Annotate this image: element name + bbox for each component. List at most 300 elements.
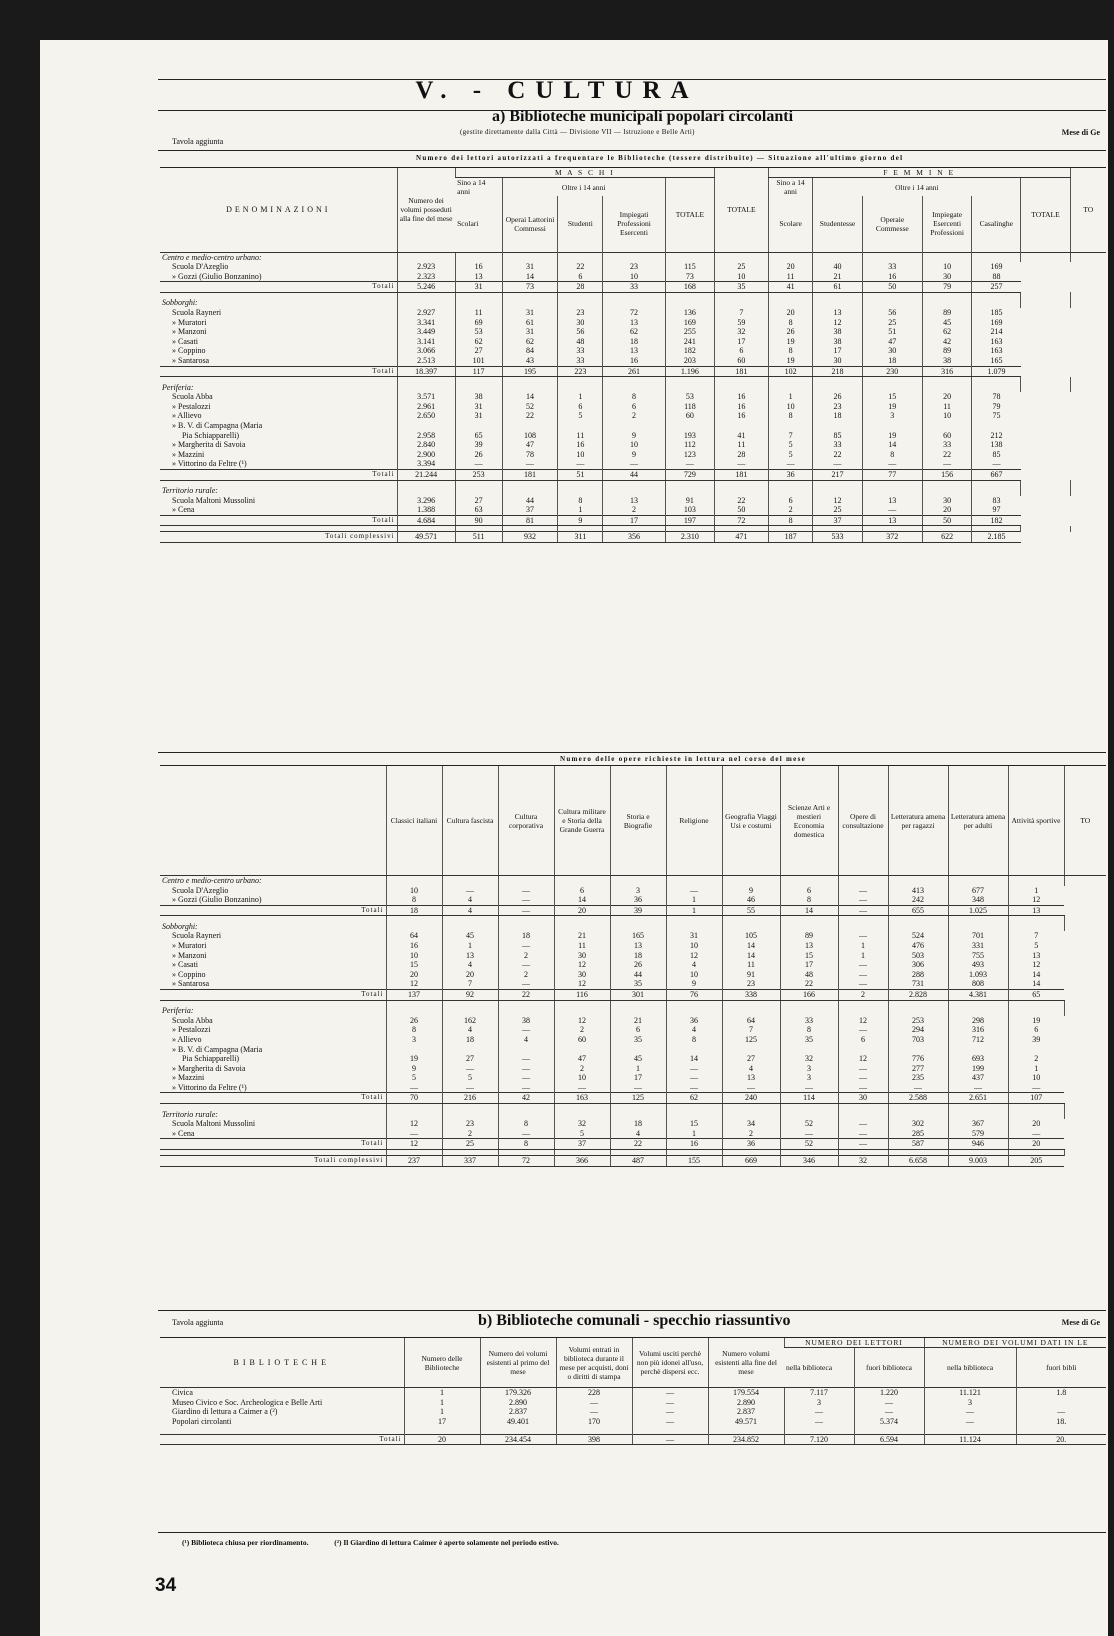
empty-cell [838,876,888,886]
spacer-cell [784,1426,854,1434]
table-cell [768,421,813,431]
total-cell: 398 [556,1434,632,1445]
table-row [160,327,1106,337]
empty-cell [665,252,714,262]
spacer-cell [632,1426,708,1434]
total-cell: 195 [502,366,558,377]
table-cell: 27 [455,496,502,506]
table-row [160,1129,1106,1139]
table-cell: 2 [554,1064,610,1074]
table-cell: 19 [768,356,813,366]
empty-cell [397,383,455,393]
table-cell: 6 [768,496,813,506]
table-cell: 7 [1008,931,1064,941]
table-cell: 493 [948,960,1008,970]
total-cell: 51 [558,469,603,480]
spacer-row [160,1426,1106,1434]
table-cell: 108 [502,431,558,441]
table-cell: 52 [502,402,558,412]
table-cell: 14 [1008,970,1064,980]
table-cell: 193 [665,431,714,441]
table-cell: 61 [502,318,558,328]
table-cell: 20 [442,970,498,980]
table-cell: — [1008,1129,1064,1139]
total-cell: 30 [838,1093,888,1104]
row-label: Giardino di lettura a Caimer a (²) [172,1407,278,1417]
table-cell: 10 [558,450,603,460]
hdr-opere-col: Attività sportive [1008,766,1064,876]
table-cell: 8 [666,1035,722,1045]
empty-cell [1070,252,1106,262]
table-cell: 4 [498,1035,554,1045]
empty-cell [1021,252,1070,262]
table-cell: 48 [780,970,838,980]
table-cell: 9 [603,431,666,441]
empty-cell [666,876,722,886]
hdr-sino-f: Sino a 14 anni [768,178,813,197]
table-cell: 2 [603,505,666,515]
total-cell: 301 [610,990,666,1001]
table-cell: 242 [888,895,948,905]
group-name: Centro e medio-centro urbano: [162,876,262,885]
table-row [160,960,1106,970]
group-name: Periferia: [162,382,194,392]
table-cell [554,1045,610,1055]
total-cell: 81 [502,515,558,526]
spacer-cell [480,1426,556,1434]
table-cell: 43 [502,356,558,366]
table-cell: 28 [715,450,769,460]
row-label: Popolari circolanti [172,1416,232,1426]
table-cell: — [838,1129,888,1139]
part-a-tavola: Tavola aggiunta [172,137,224,146]
total-cell: 50 [922,515,971,526]
empty-cell [1070,486,1106,496]
table-cell: 10 [603,272,666,282]
hdr-opere-col: Cultura militare e Storia della Grande Guerra [554,766,610,876]
table-cell: 1 [404,1398,480,1408]
table-cell: 22 [780,979,838,989]
table-cell: 179.326 [480,1388,556,1398]
empty-cell [780,922,838,932]
table-cell: — [498,886,554,896]
table-cell: 30 [813,356,862,366]
table-cell: 38 [498,1016,554,1026]
table-cell: 13 [813,308,862,318]
table-cell [442,1045,498,1055]
table-cell: 285 [888,1129,948,1139]
table-cell: 44 [610,970,666,980]
empty-cell [972,486,1021,496]
part-a-mese: Mese di Ge [1061,128,1100,137]
empty-cell [442,876,498,886]
spacer-cell [924,1426,1016,1434]
empty-cell [455,252,502,262]
empty-cell [397,252,455,262]
table-row [160,392,1106,402]
hdr-totale-gen: TO [1070,168,1106,253]
hdr-impiegate: Impiegate Esercenti Professioni [922,196,971,252]
table-cell: 165 [972,356,1021,366]
table-cell: — [1008,1083,1064,1093]
table-cell: — [632,1417,708,1427]
hdr-opere-col: Scienze Arti e mestieri Economia domestica [780,766,838,876]
total-cell: 6.594 [854,1434,924,1445]
table-row [160,931,1106,941]
total-cell: 72 [715,515,769,526]
total-cell: 76 [666,990,722,1001]
empty-cell [610,1006,666,1016]
table-cell: 25 [813,505,862,515]
table-cell: — [666,1083,722,1093]
empty-cell [665,486,714,496]
table-cell: 701 [948,931,1008,941]
table-cell: 138 [972,440,1021,450]
total-cell: 1.025 [948,905,1008,916]
total-cell: 655 [888,905,948,916]
table-row [160,421,1106,431]
group-header-row [160,298,1106,308]
table-cell: 12 [554,979,610,989]
group-name: Centro e medio-centro urbano: [162,252,262,262]
table-cell: 348 [948,895,1008,905]
empty-cell [780,876,838,886]
table-cell: 1 [838,941,888,951]
table-cell: — [498,895,554,905]
hdr-fuori2: fuori bibli [1016,1348,1106,1388]
total-cell: 125 [610,1093,666,1104]
row-label: » Margherita di Savoia [172,440,246,450]
table-cell: 15 [780,951,838,961]
table-cell [813,421,862,431]
table-cell: 712 [948,1035,1008,1045]
table-cell: — [838,1025,888,1035]
table-cell: 12 [1008,895,1064,905]
row-label: » Allievo [172,411,202,421]
row-label: » Gozzi (Giulio Bonzanino) [172,271,262,281]
table-cell: 1 [610,1064,666,1074]
table-cell: — [665,459,714,469]
table-cell: 112 [665,440,714,450]
total-cell: 2.588 [888,1093,948,1104]
table-cell: — [838,1064,888,1074]
table-cell: 21 [554,931,610,941]
empty-cell [768,486,813,496]
empty-cell [554,1006,610,1016]
hdr-volumi-usciti: Volumi usciti perchè non più idonei all'uso, perchè dispersi ecc. [632,1338,708,1388]
table-cell: — [780,1129,838,1139]
grand-total-cell: 237 [386,1155,442,1166]
table-cell: — [498,1025,554,1035]
table-cell: 3.394 [397,459,455,469]
table-cell [502,421,558,431]
grand-total-cell: 187 [768,532,813,543]
table-cell: 45 [442,931,498,941]
table-cell: — [1016,1407,1106,1417]
total-cell: 20 [1008,1139,1064,1150]
empty-cell [1070,383,1106,393]
empty-cell [862,383,922,393]
table-cell: 136 [665,308,714,318]
empty-cell [948,876,1008,886]
table-cell: 17 [715,337,769,347]
table-cell: — [838,979,888,989]
row-label: » Pestalozzi [172,401,211,411]
empty-cell [948,1110,1008,1120]
table-cell: 33 [813,440,862,450]
table-row [160,1064,1106,1074]
table-cell: 731 [888,979,948,989]
empty-cell [442,1006,498,1016]
table-cell: 4 [666,1025,722,1035]
hdr-volumi-dati: NUMERO DEI VOLUMI DATI IN LE [924,1338,1106,1348]
table-cell [397,421,455,431]
table-cell: 755 [948,951,1008,961]
section-title: V. - CULTURA [415,77,699,104]
table-cell [838,1045,888,1055]
table-cell: 8 [768,346,813,356]
table-cell: 22 [813,450,862,460]
table-cell: 8 [603,392,666,402]
empty-cell [603,486,666,496]
total-cell: 217 [813,469,862,480]
table-cell: 36 [610,895,666,905]
table-cell: — [922,459,971,469]
hdr-totale-f: TOTALE [1021,178,1070,253]
table-cell: 30 [558,318,603,328]
hdr-opere-col: Cultura fascista [442,766,498,876]
table-cell: — [498,1083,554,1093]
empty-cell [715,298,769,308]
table-cell: 59 [715,318,769,328]
empty-cell [813,486,862,496]
hdr-numero-bib: Numero delle Biblioteche [404,1338,480,1388]
table-cell [610,1045,666,1055]
empty-cell [554,922,610,932]
grand-total-cell: 6.658 [888,1155,948,1166]
total-cell: 182 [972,515,1021,526]
table-cell: — [632,1398,708,1408]
empty-cell [780,1110,838,1120]
empty-cell [455,486,502,496]
total-cell: 22 [498,990,554,1001]
spacer-cell [1064,1149,1106,1155]
table-cell: 18 [813,411,862,421]
hdr-volumi-esistenti: Numero dei volumi esistenti al primo del mese [480,1338,556,1388]
hdr-opere-col: Classici italiani [386,766,442,876]
table-cell: 228 [556,1388,632,1398]
total-cell: 11.124 [924,1434,1016,1445]
table-cell: 6 [715,346,769,356]
grand-total-cell: 533 [813,532,862,543]
empty-cell [1064,922,1106,932]
table-cell: 21 [610,1016,666,1026]
table-cell: 33 [862,262,922,272]
total-cell: 8 [768,515,813,526]
table-cell: 17 [813,346,862,356]
grand-total-cell: 622 [922,532,971,543]
empty-cell [666,922,722,932]
total-cell: 55 [722,905,780,916]
table-cell [948,1045,1008,1055]
table-cell: 16 [558,440,603,450]
table-cell: 39 [1008,1035,1064,1045]
table-cell: 47 [862,337,922,347]
empty-cell [1021,383,1070,393]
table-cell: 3.571 [397,392,455,402]
total-cell: 114 [780,1093,838,1104]
table-cell: 12 [838,1054,888,1064]
group-name: Sobborghi: [162,298,198,308]
part-b-tavola: Tavola aggiunta [172,1318,224,1327]
total-cell: 50 [862,282,922,293]
row-label: » Vittorino da Feltre (¹) [172,459,247,469]
total-cell: 31 [455,282,502,293]
table-cell: 169 [665,318,714,328]
table-cell: 11 [558,431,603,441]
grand-total-row [160,1155,1106,1166]
table-cell: 36 [666,1016,722,1026]
table-cell: 16 [715,411,769,421]
table-cell: 1 [558,505,603,515]
table-cell: — [442,1064,498,1074]
table-cell: 5 [1008,941,1064,951]
table-cell: 3.449 [397,327,455,337]
table-cell: 60 [665,411,714,421]
empty-cell [1021,298,1070,308]
table-cell: 38 [813,337,862,347]
table-cell: 118 [665,402,714,412]
total-cell: 197 [665,515,714,526]
row-label: » Casati [172,336,198,346]
total-cell: 70 [386,1093,442,1104]
table-row [160,1119,1106,1129]
table-cell: — [386,1129,442,1139]
total-cell: 316 [922,366,971,377]
hdr-lettori: NUMERO DEI LETTORI [784,1338,924,1348]
spacer-cell [708,1426,784,1434]
total-cell: 253 [455,469,502,480]
biblioteche-table [160,1337,1106,1445]
empty-cell [498,1006,554,1016]
empty-cell [558,383,603,393]
table-cell: 12 [1008,960,1064,970]
total-cell: 37 [554,1139,610,1150]
hdr-volumi: Numero dei volumi posseduti alla fine del mese [397,168,455,253]
empty-cell [862,252,922,262]
total-cell: 117 [455,366,502,377]
row-label: » Coppino [172,346,206,356]
total-cell: 20 [554,905,610,916]
table-cell: 693 [948,1054,1008,1064]
empty-cell [922,383,971,393]
table-cell: — [502,459,558,469]
table-cell: 316 [948,1025,1008,1035]
table-row [160,402,1106,412]
table-cell: 22 [502,411,558,421]
total-cell: 5.246 [397,282,455,293]
empty-cell [922,298,971,308]
table-cell: 703 [888,1035,948,1045]
table-cell: 14 [722,941,780,951]
table-cell: 163 [972,337,1021,347]
total-cell: — [838,1139,888,1150]
grand-total-cell: 487 [610,1155,666,1166]
grand-total-cell: 2.185 [972,532,1021,543]
hdr-maschi: M A S C H I [455,168,714,178]
empty-cell [610,1110,666,1120]
row-label: Pia Schiapparelli) [182,1054,240,1064]
table-cell: 31 [666,931,722,941]
hdr-totale-m: TOTALE [715,168,769,253]
table-cell: 2 [442,1129,498,1139]
table-cell: — [780,1083,838,1093]
table-cell: 10 [386,951,442,961]
table-cell: 302 [888,1119,948,1129]
total-cell: 17 [603,515,666,526]
table-cell: 2 [603,411,666,421]
scan-edge [1108,0,1114,1636]
total-cell: 14 [780,905,838,916]
empty-cell [502,252,558,262]
table-cell: 62 [502,337,558,347]
total-label: Totali [160,366,397,377]
table-cell: 125 [722,1035,780,1045]
table-cell: 3 [610,886,666,896]
table-cell: 22 [922,450,971,460]
hdr-studentesse: Studentesse [813,196,862,252]
lettori-table [160,167,1106,543]
table-row [160,886,1106,896]
table-cell: 1 [768,392,813,402]
table-cell: 1 [838,951,888,961]
empty-cell [397,486,455,496]
empty-cell [715,252,769,262]
table-cell: 12 [386,979,442,989]
table-row [160,337,1106,347]
table-cell: 8 [386,1025,442,1035]
table-cell: 8 [558,496,603,506]
empty-cell [666,1110,722,1120]
table-cell: — [554,1083,610,1093]
table-cell: — [813,459,862,469]
table-cell: 26 [610,960,666,970]
row-label: » Muratori [172,941,207,951]
table-cell: 2 [498,951,554,961]
total-label: Totali [160,1139,386,1150]
total-cell: 12 [386,1139,442,1150]
hdr-denominazioni: DENOMINAZIONI [160,168,397,253]
table-cell: 11 [455,308,502,318]
hdr-opere-col: Opere di consultazione [838,766,888,876]
empty-cell [455,383,502,393]
table-cell: 3.341 [397,318,455,328]
grand-total-cell: 471 [715,532,769,543]
table-row [160,505,1106,515]
empty-cell [768,298,813,308]
empty-cell [972,383,1021,393]
table-cell: 27 [722,1054,780,1064]
empty-cell [813,252,862,262]
table-cell: 91 [722,970,780,980]
table-cell: 5 [558,411,603,421]
total-cell: 181 [715,469,769,480]
table-cell: 62 [922,327,971,337]
table-cell: 48 [558,337,603,347]
total-label: Totali [160,282,397,293]
total-cell: 13 [862,515,922,526]
footnote-rule [158,1532,1106,1533]
